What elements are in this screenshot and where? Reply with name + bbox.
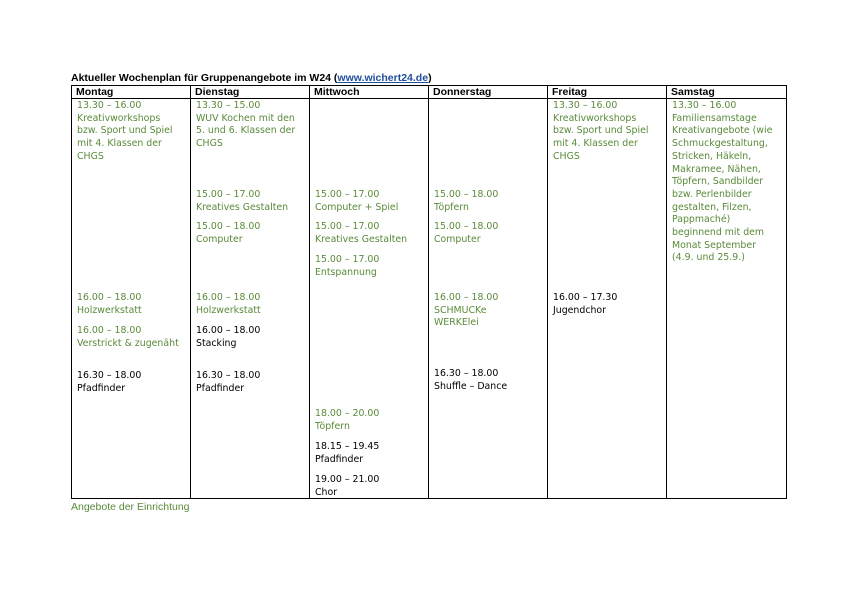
schedule-entry: 13.30 – 15.00 WUV Kochen mit den 5. und 6. Klassen der CHGS [196,100,296,150]
day-header-mittwoch: Mittwoch [310,86,429,99]
schedule-entry: 18.15 – 19.45 Pfadfinder [315,441,380,465]
schedule-entry: 15.00 – 17.00 Kreatives Gestalten [315,221,408,245]
schedule-entry: 16.00 – 18.00 Verstrickt & zugenäht [77,325,179,349]
schedule-entry: 15.00 – 18.00 Computer [196,221,261,245]
schedule-entry: 16.00 – 17.30 Jugendchor [553,292,618,316]
day-cell-mittwoch [310,99,429,499]
day-cell-freitag [548,99,667,499]
weekly-schedule-table [71,85,787,499]
day-cell-dienstag [191,99,310,499]
schedule-entry: 16.30 – 18.00 Pfadfinder [77,370,142,394]
website-link[interactable]: www.wichert24.de [337,72,429,84]
schedule-entry: 18.00 – 20.00 Töpfern [315,408,380,432]
legend-text: Angebote der Einrichtung [71,501,190,513]
schedule-entry: 16.30 – 18.00 Shuffle – Dance [434,368,508,392]
schedule-entry: 16.00 – 18.00 Stacking [196,325,261,349]
schedule-entry: 15.00 – 18.00 Computer [434,221,499,245]
schedule-header-row [72,86,787,99]
schedule-entry: 15.00 – 17.00 Computer + Spiel [315,189,399,213]
schedule-entry: 16.00 – 18.00 SCHMUCKe WERKElei [434,292,499,329]
schedule-entry: 16.30 – 18.00 Pfadfinder [196,370,261,394]
schedule-entry: 16.00 – 18.00 Holzwerkstatt [196,292,261,316]
day-cell-donnerstag [429,99,548,499]
day-header-freitag: Freitag [548,86,667,99]
schedule-entry: 13.30 – 16.00 Kreativworkshops bzw. Sport und Spiel mit 4. Klassen der CHGS [553,100,649,162]
day-cell-samstag [667,99,787,499]
schedule-entry: 13.30 – 16.00 Familiensamstage Kreativangebote (wie Schmuckgestaltung, Stricken, Häkeln, Makramee, Nähen, Töpfern, Sandbilder bzw. Perlenbilder gestalten, Filzen, Pappmaché) beginnend mit dem Monat September (4.9. und 25.9.) [672,100,773,264]
day-header-dienstag: Dienstag [191,86,310,99]
schedule-entry: 13.30 – 16.00 Kreativworkshops bzw. Sport und Spiel mit 4. Klassen der CHGS [77,100,173,162]
schedule-entry: 15.00 – 18.00 Töpfern [434,189,499,213]
day-cell-montag [72,99,191,499]
day-header-donnerstag: Donnerstag [429,86,548,99]
page-title: Aktueller Wochenplan für Gruppenangebote im W24 (www.wichert24.de) [71,72,432,84]
schedule-entry: 16.00 – 18.00 Holzwerkstatt [77,292,142,316]
schedule-entry: 19.00 – 21.00 Chor [315,474,380,498]
schedule-entry: 15.00 – 17.00 Entspannung [315,254,380,278]
day-header-samstag: Samstag [667,86,787,99]
day-header-montag: Montag [72,86,191,99]
schedule-entry: 15.00 – 17.00 Kreatives Gestalten [196,189,289,213]
schedule-body-row [72,99,787,499]
